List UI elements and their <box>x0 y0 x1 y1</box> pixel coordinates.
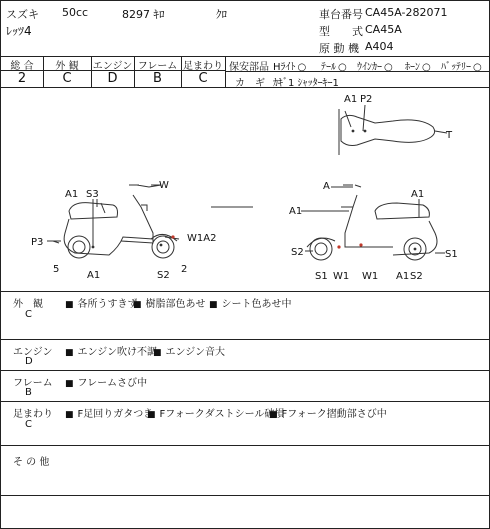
right-label-a1-top: A1 <box>411 189 425 200</box>
left-label-a1: A1 <box>65 189 79 200</box>
left-label-w: W <box>159 180 169 191</box>
remark-grade-engine: D <box>25 356 33 367</box>
frame-no: CA45A-282071 <box>365 6 448 19</box>
remark-label-suspension: 足まわり <box>13 409 53 420</box>
remark-note: ■ 各所うすきず <box>65 295 138 310</box>
maker: スズキ <box>6 8 39 21</box>
grade-header-suspension: 足まわり <box>183 61 223 72</box>
equip-horn: ﾎｰﾝ ○ <box>405 58 431 73</box>
engine-label: 原 動 機 <box>319 42 359 55</box>
grade-value-overall: 2 <box>17 71 27 86</box>
top-label-a1: A1 <box>344 94 358 105</box>
type-value: CA45A <box>365 23 402 36</box>
remark-label-frame: フレーム <box>13 378 53 389</box>
equipment-label: 保安部品 <box>229 62 269 73</box>
remark-note: ■ フレームさび中 <box>65 374 147 389</box>
top-label-t: T <box>446 130 453 141</box>
left-label-s3: S3 <box>86 189 99 200</box>
frame-no-label: 車台番号 <box>319 8 363 21</box>
key-value: ｶｷﾞ1 ｼｬｯﾀｰｷｰ1 <box>273 78 339 89</box>
mileage: 8297 ｷﾛ <box>122 8 165 21</box>
color: ｸﾛ <box>216 8 227 21</box>
remark-note: ■ 樹脂部色あせ <box>133 295 206 310</box>
grade-value-engine: D <box>107 71 118 86</box>
left-label-p3: P3 <box>31 237 44 248</box>
model-name: ﾚｯﾂ4 <box>6 24 32 38</box>
displacement: 50cc <box>62 6 89 19</box>
equip-winker: ｳｲﾝｶｰ ○ <box>357 58 393 73</box>
remark-grade-exterior: C <box>25 309 32 320</box>
grade-header-engine: エンジン <box>92 61 133 72</box>
right-label-s1: S1 <box>315 271 328 282</box>
remark-label-exterior: 外 観 <box>13 299 43 310</box>
right-label-a1-side: A1 <box>289 206 303 217</box>
grade-value-frame: B <box>153 71 162 86</box>
right-label-s1-rear: S1 <box>445 249 458 260</box>
remark-note: ■ Fフォーク摺動部さび中 <box>269 405 387 420</box>
grade-header-frame: フレーム <box>137 61 178 72</box>
type-label: 型 式 <box>319 25 363 38</box>
left-label-2: 2 <box>181 264 188 275</box>
equip-battery: ﾊﾞｯﾃﾘｰ ○ <box>441 58 482 73</box>
remark-note: ■ F足回りガタつき <box>65 405 153 420</box>
remark-label-other: そ の 他 <box>13 457 50 468</box>
remark-label-engine: エンジン <box>13 347 53 358</box>
grade-value-suspension: C <box>198 71 208 86</box>
right-label-s2-front: S2 <box>291 247 304 258</box>
left-label-s2: S2 <box>157 270 170 281</box>
top-label-p2: P2 <box>360 94 373 105</box>
remark-grade-suspension: C <box>25 419 32 430</box>
top-scooter-drawing <box>339 109 447 155</box>
right-label-w1-b: W1 <box>362 271 379 282</box>
remark-note: ■ シート色あせ中 <box>209 295 292 310</box>
right-label-w1-a: W1 <box>333 271 350 282</box>
remark-grade-frame: B <box>25 387 32 398</box>
grade-header-overall: 総 合 <box>10 61 34 72</box>
engine-value: A404 <box>365 40 394 53</box>
left-label-w1a2: W1A2 <box>187 233 217 244</box>
right-label-a: A <box>323 181 330 192</box>
right-label-s2-bottom: S2 <box>410 271 423 282</box>
left-label-a1-bottom: A1 <box>87 270 101 281</box>
key-label: カ ギ <box>235 78 265 89</box>
remark-note: ■ エンジン音大 <box>153 343 225 358</box>
grade-value-exterior: C <box>62 71 72 86</box>
remark-note: ■ エンジン吹け不調 <box>65 343 157 358</box>
equip-tail: ﾃｰﾙ ○ <box>321 58 347 73</box>
right-label-a1-bottom: A1 <box>396 271 410 282</box>
left-label-5: 5 <box>53 264 60 275</box>
remark-note: ■ Fフォークダストシール破損 <box>147 405 284 420</box>
damage-diagram <box>1 1 489 528</box>
grade-header-exterior: 外 観 <box>55 61 79 72</box>
equip-headlight: Hﾗｲﾄ ○ <box>273 58 306 73</box>
